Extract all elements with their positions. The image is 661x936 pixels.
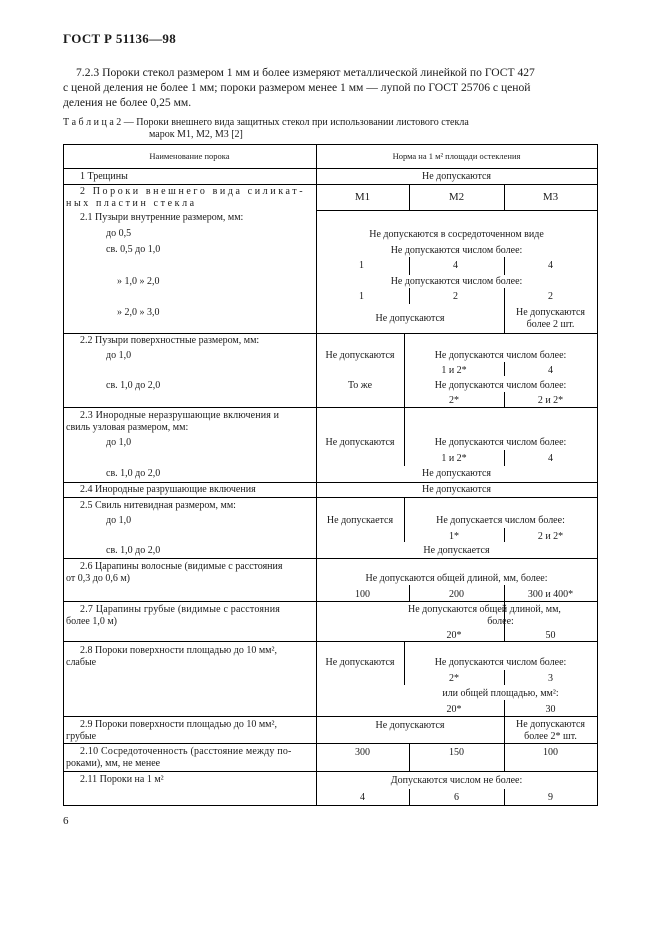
mark-divider	[409, 257, 410, 275]
document-header: ГОСТ Р 51136—98	[63, 31, 177, 46]
table-caption-line1: Т а б л и ц а 2 — Пороки внешнего вида защитных стекол при использовании листового стекла	[63, 117, 469, 128]
row-2-6-norm: Не допускаются общей длиной, мм, более:	[365, 573, 548, 584]
row-2-3-a-m1: Не допускаются	[325, 437, 395, 448]
row-2-1-b-m2: 4	[453, 260, 458, 271]
mark-m1-header: М1	[354, 191, 371, 203]
row-line	[63, 771, 597, 772]
row-2-8-m2b: 20*	[446, 704, 462, 715]
row-2-3-b-label: св. 1,0 до 2,0	[106, 468, 161, 479]
row-2-1-a-norm: Не допускаются в сосредоточенном виде	[369, 229, 544, 240]
row-2-1-b-m1: 1	[359, 260, 364, 271]
row-2-9-m3-line1: Не допускаются	[515, 719, 586, 730]
row-2-3-title: 2.3 Инородные неразрушающие включения и	[80, 410, 280, 421]
row-2-3-a-label: до 1,0	[106, 437, 132, 448]
row-2-1-c-label: » 1,0 » 2,0	[117, 276, 160, 287]
table-caption-line2: марок М1, М2, М3 [2]	[149, 129, 243, 140]
row-line	[63, 558, 597, 559]
row-2-1-c-m1: 1	[359, 291, 364, 302]
row-line	[63, 497, 597, 498]
row-2-6-m2: 200	[449, 589, 464, 600]
row-2-1-title: 2.1 Пузыри внутренние размером, мм:	[80, 212, 244, 223]
row-2-8-m1: Не допускаются	[325, 657, 395, 668]
row-line	[63, 184, 597, 185]
mark-m3-header: М3	[542, 191, 559, 203]
row-2-1-a-label: до 0,5	[106, 228, 132, 239]
row-2-7-norm-line1: Не допускаются общей длиной, мм,	[408, 604, 561, 615]
row-2-9-m12: Не допускаются	[375, 720, 445, 731]
row-line	[63, 716, 597, 717]
row-2-2-title: 2.2 Пузыри поверхностные размером, мм:	[80, 335, 260, 346]
column-header-name: Наименование порока	[149, 151, 230, 161]
row-2-11-m1: 4	[360, 792, 365, 803]
row-2-5-a-m1: Не допускается	[326, 515, 394, 526]
row-2-10-title: 2.10 Сосредоточенность (расстояние между по-	[80, 746, 292, 757]
row-2-2-a-m1: Не допускаются	[325, 350, 395, 361]
row-2-8-m3b: 30	[545, 704, 556, 715]
page-number: 6	[63, 815, 69, 827]
row-2-9-title: 2.9 Пороки поверхности площадью до 10 мм²,	[80, 719, 277, 730]
row-2-8-m3: 3	[548, 673, 553, 684]
row-2-10-m3: 100	[543, 747, 558, 758]
row-2-1-d-label: » 2,0 » 3,0	[117, 307, 160, 318]
row-2-7-m3: 50	[545, 630, 556, 641]
row-2-8-norm-b: или общей площадью, мм²:	[442, 688, 559, 699]
row-2-8-title-cont: слабые	[66, 657, 97, 668]
row-2-8-norm: Не допускаются числом более:	[434, 657, 567, 668]
row-2-8-title: 2.8 Пороки поверхности площадью до 10 мм²,	[80, 645, 277, 656]
row-2-5-b-label: св. 1,0 до 2,0	[106, 545, 161, 556]
row-2-8-m2: 2*	[449, 673, 459, 684]
row-2-6-title: 2.6 Царапины волосные (видимые с расстояния	[80, 561, 283, 572]
row-2-5-a-label: до 1,0	[106, 515, 132, 526]
row-2-3-a-m3: 4	[548, 453, 553, 464]
row-2-3-title-cont: свиль узловая размером, мм:	[66, 422, 189, 433]
mark-divider	[409, 288, 410, 304]
row-2-3-b-norm: Не допускаются	[421, 468, 492, 479]
row-2-7-norm-line2: более:	[487, 616, 514, 627]
row-line	[63, 601, 597, 602]
row-line	[63, 168, 597, 169]
row-2-2-b-m3: 2 и 2*	[537, 395, 564, 406]
row-line	[63, 333, 597, 334]
row-2-5-a-norm: Не допускается числом более:	[436, 515, 565, 526]
row-2-1-b-norm: Не допускаются числом более:	[390, 245, 523, 256]
row-2-11-m2: 6	[454, 792, 459, 803]
row-2-1-d-m3-line1: Не допускаются	[515, 307, 586, 318]
row-2-11-title: 2.11 Пороки на 1 м²	[80, 774, 164, 785]
paragraph-line: с ценой деления не более 1 мм; пороки размером менее 1 мм — лупой по ГОСТ 25706 с ценой	[63, 81, 531, 94]
row-2-name-cont: ных пластин стекла	[66, 198, 197, 209]
row-2-2-b-m1: То же	[347, 380, 373, 391]
row-2-5-a-m2: 1*	[449, 531, 459, 542]
row-2-2-b-label: св. 1,0 до 2,0	[106, 380, 161, 391]
row-1-name: 1 Трещины	[80, 171, 128, 182]
paragraph-line: 7.2.3 Пороки стекол размером 1 мм и более измеряют металлической линейкой по ГОСТ 427	[76, 66, 535, 79]
row-line	[316, 210, 597, 211]
row-2-7-m2: 20*	[446, 630, 462, 641]
paragraph-7-2-3	[63, 65, 598, 110]
table-border-right	[597, 144, 598, 806]
row-2-5-a-m3: 2 и 2*	[537, 531, 564, 542]
paragraph-line: деления не более 0,25 мм.	[63, 96, 192, 109]
row-2-name: 2 Пороки внешнего вида силикат-	[80, 186, 306, 197]
row-2-2-b-norm: Не допускаются числом более:	[434, 380, 567, 391]
row-2-6-m3: 300 и 400*	[527, 589, 574, 600]
row-1-norm: Не допускаются	[421, 171, 492, 182]
row-2-4-norm: Не допускаются	[421, 484, 492, 495]
row-2-2-a-m2: 1 и 2*	[441, 365, 467, 376]
row-2-2-a-m3: 4	[548, 365, 553, 376]
row-2-1-d-m3-line2: более 2 шт.	[526, 319, 575, 330]
row-2-2-a-label: до 1,0	[106, 350, 132, 361]
mark-divider	[504, 257, 505, 275]
mark-m2-header: М2	[448, 191, 465, 203]
row-2-10-m2: 150	[449, 747, 464, 758]
row-2-5-b-norm: Не допускается	[423, 545, 490, 556]
row-2-7-title-cont: более 1,0 м)	[66, 616, 117, 627]
column-header-norm: Норма на 1 м² площади остекления	[392, 151, 521, 161]
row-2-2-a-norm: Не допускаются числом более:	[434, 350, 567, 361]
table-border-bottom	[63, 805, 597, 806]
row-2-9-m3-line2: более 2* шт.	[524, 731, 577, 742]
row-line	[63, 482, 597, 483]
row-2-6-title-cont: от 0,3 до 0,6 м)	[66, 573, 130, 584]
row-line	[63, 743, 597, 744]
row-2-1-c-m2: 2	[453, 291, 458, 302]
row-2-6-m1: 100	[355, 589, 370, 600]
row-2-11-norm: Допускаются числом не более:	[390, 775, 523, 786]
row-2-9-title-cont: грубые	[66, 731, 97, 742]
row-2-1-c-norm: Не допускаются числом более:	[390, 276, 523, 287]
row-2-1-b-label: св. 0,5 до 1,0	[106, 244, 161, 255]
row-2-4-name: 2.4 Инородные разрушающие включения	[80, 484, 256, 495]
row-2-11-m3: 9	[548, 792, 553, 803]
row-2-7-title: 2.7 Царапины грубые (видимые с расстояния	[80, 604, 281, 615]
table-border-left	[63, 144, 64, 806]
row-line	[63, 407, 597, 408]
row-2-3-a-norm: Не допускаются числом более:	[434, 437, 567, 448]
row-2-1-b-m3: 4	[548, 260, 553, 271]
row-2-5-title: 2.5 Свиль нитевидная размером, мм:	[80, 500, 236, 511]
row-2-3-a-m2: 1 и 2*	[441, 453, 467, 464]
row-2-10-title-cont: роками), мм, не менее	[66, 758, 161, 769]
row-2-2-b-m2: 2*	[449, 395, 459, 406]
row-2-1-c-m3: 2	[548, 291, 553, 302]
table-border-top	[63, 144, 597, 145]
row-2-1-d-m12: Не допускаются	[375, 313, 445, 324]
row-2-10-m1: 300	[355, 747, 370, 758]
